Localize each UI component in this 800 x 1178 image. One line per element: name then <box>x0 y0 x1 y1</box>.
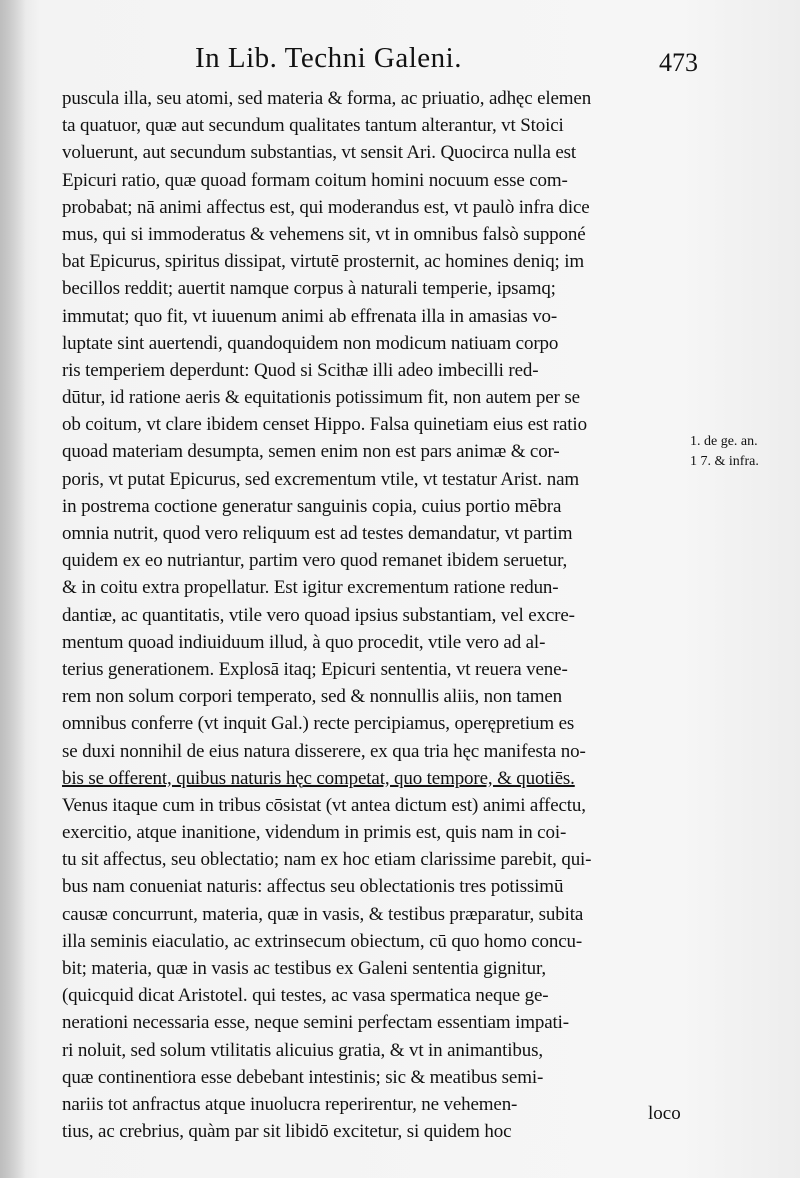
margin-note-line: 1 7. & infra. <box>690 454 759 469</box>
page-header <box>60 40 700 84</box>
text-line: omnia nutrit, quod vero reliquum est ad testes demandatur, vt partim <box>62 523 573 544</box>
text-line: ob coitum, vt clare ibidem censet Hippo. Falsa quinetiam eius est ratio <box>62 414 587 436</box>
text-line: tu sit affectus, seu oblectatio; nam ex hoc etiam clarissime parebit, qui- <box>62 849 592 871</box>
text-line: bit; materia, quæ in vasis ac testibus ex Galeni sententia gignitur, <box>62 958 546 979</box>
text-line: immutat; quo fit, vt iuuenum animi ab effrenata illa in amasias vo- <box>62 305 558 327</box>
text-line: se duxi nonnihil de eius natura disserere, ex qua tria hęc manifesta no- <box>62 740 586 762</box>
text-line: rem non solum corpori temperato, sed & nonnullis aliis, non tamen <box>62 686 562 708</box>
gutter-shadow <box>0 0 26 1178</box>
margin-note <box>690 432 800 472</box>
text-line: quidem ex eo nutriantur, partim vero quod remanet ibidem seruetur, <box>62 550 568 572</box>
margin-note-line: 1. de ge. an. <box>690 434 758 449</box>
text-line: bis se offerent, quibus naturis hęc competat, quo tempore, & quotiēs. <box>62 767 575 789</box>
text-line: Venus itaque cum in tribus cōsistat (vt antea dictum est) animi affectu, <box>62 794 586 816</box>
text-line: mus, qui si immoderatus & vehemens sit, vt in omnibus falsò supponé <box>62 223 586 245</box>
text-line: luptate sint auertendi, quandoquidem non modicum natiuam corpo <box>62 332 559 354</box>
bleed-through-text <box>700 130 800 148</box>
text-line: ri noluit, sed solum vtilitatis alicuius gratia, & vt in animantibus, <box>62 1039 543 1061</box>
text-line: terius generationem. Explosā itaq; Epicuri sententia, vt reuera vene- <box>62 658 568 680</box>
text-line: quæ continentiora esse debebant intestinis; sic & meatibus semi- <box>62 1066 544 1088</box>
text-line: Epicuri ratio, quæ quoad formam coitum homini nocuum esse com- <box>62 169 568 191</box>
text-line: voluerunt, aut secundum substantias, vt sensit Ari. Quocirca nulla est <box>62 142 577 164</box>
text-line: nerationi necessaria esse, neque semini perfectam essentiam impati- <box>62 1012 569 1034</box>
text-line: nariis tot anfractus atque inuolucra reperirentur, ne vehemen- <box>62 1093 518 1115</box>
text-line: in postrema coctione generatur sanguinis copia, cuius portio mēbra <box>62 495 562 517</box>
text-line: illa seminis eiaculatio, ac extrinsecum obiectum, cū quo homo concu- <box>62 930 583 952</box>
text-line: exercitio, atque inanitione, videndum in primis est, quis nam in coi- <box>62 822 567 844</box>
text-line: becillos reddit; auertit namque corpus à naturali temperie, ipsamq; <box>62 278 556 300</box>
page-number: 473 <box>659 48 698 77</box>
text-line: probabat; nā animi affectus est, qui moderandus est, vt paulò infra dice <box>62 196 590 218</box>
text-line: & in coitu extra propellatur. Est igitur excrementum ratione redun- <box>62 577 559 599</box>
text-line: quoad materiam desumpta, semen enim non est pars animæ & cor- <box>62 441 560 463</box>
text-line: omnibus conferre (vt inquit Gal.) recte percipiamus, operępretium es <box>62 713 575 735</box>
text-line: poris, vt putat Epicurus, sed excrementum vtile, vt testatur Arist. nam <box>62 468 580 490</box>
text-line: ris temperiem deperdunt: Quod si Scithæ illi adeo imbecilli red- <box>62 359 539 381</box>
text-line: bat Epicurus, spiritus dissipat, virtutē prosternit, ac homines deniq; im <box>62 251 585 273</box>
text-line: mentum quoad indiuiduum illud, à quo procedit, vtile vero ad al- <box>62 631 546 653</box>
text-line: ta quatuor, quæ aut secundum qualitates tantum alterantur, vt Stoici <box>62 115 564 137</box>
text-line: puscula illa, seu atomi, sed materia & forma, ac priuatio, adhęc elemen <box>62 88 592 109</box>
text-line: dūtur, id ratione aeris & equitationis potissimum fit, non autem per se <box>62 387 580 409</box>
body-text <box>62 85 686 1145</box>
text-line: causæ concurrunt, materia, quæ in vasis, & testibus præparatur, subita <box>62 903 584 925</box>
text-line: tius, ac crebrius, quàm par sit libidō excitetur, si quidem hoc <box>62 1121 512 1143</box>
running-head: In Lib. Techni Galeni. <box>195 42 462 74</box>
text-line: (quicquid dicat Aristotel. qui testes, ac vasa spermatica neque ge- <box>62 985 549 1007</box>
text-line: dantiæ, ac quantitatis, vtile vero quoad ipsius substantiam, vel excre- <box>62 604 575 626</box>
catchword: loco <box>648 1103 681 1124</box>
text-line: bus nam conueniat naturis: affectus seu oblectationis tres potissimū <box>62 876 564 898</box>
